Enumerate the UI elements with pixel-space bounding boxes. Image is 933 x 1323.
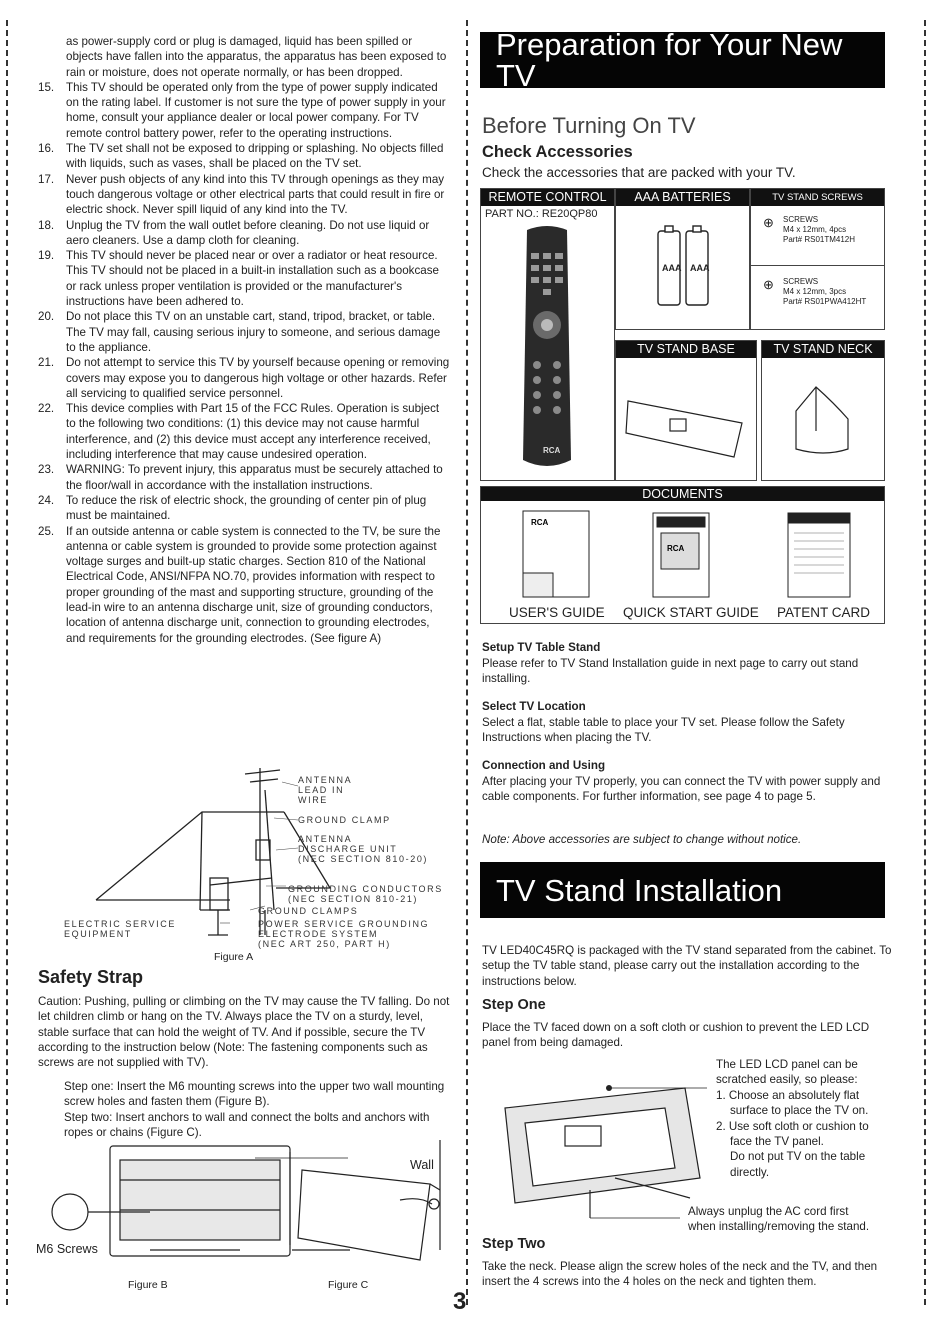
screw-icon: ⊕ [763, 215, 774, 230]
figure-a-label-antenna: ANTENNA LEAD IN WIRE [298, 775, 353, 806]
battery-label-2: AAA [690, 263, 710, 273]
remote-control-box: REMOTE CONTROL PART NO.: RE20QP80 RCA [480, 188, 615, 481]
screws-group-2: SCREWS M4 x 12mm, 3pcs Part# RS01PWA412HT [783, 277, 867, 306]
quick-start-guide-icon [651, 511, 711, 599]
users-guide-label: USER'S GUIDE [509, 605, 605, 620]
figure-a-label-clamps: GROUND CLAMPS [258, 906, 359, 916]
figure-b-m6-label: M6 Screws [36, 1242, 98, 1256]
setup-stand-text: Please refer to TV Stand Installation guide in next page to carry out stand installing. [482, 657, 859, 686]
stand-installation-text: TV LED40C45RQ is packaged with the TV stand separated from the cabinet. To setup the TV table stand, please carry out the installation according to the instructions below. [482, 944, 892, 988]
list-item: 23. WARNING: To prevent injury, this apparatus must be securely attached to the floor/wall in accordance with the installation instructions. [38, 463, 443, 492]
remote-part-number: PART NO.: RE20QP80 [485, 208, 598, 220]
safety-strap-title: Safety Strap [38, 967, 144, 987]
list-item: 25. If an outside antenna or cable system is connected to the TV, be sure the antenna or cable system is grounded to provide some protection against voltage surges and built-up static charges. Section 810 of the National Electrical Code, ANSI/NFPA NO.70, provides information with respect to proper grounding of the mast and supporting structure, grounding of the lead-in wire to an antenna discharge unit, size of grounding conductors, location of antenna discharge unit, connection to grounding electrodes, and requirements for the grounding electrodes. (See figure A) [38, 524, 441, 645]
users-guide-logo: RCA [531, 518, 549, 527]
screws-group-1: SCREWS M4 x 12mm, 4pcs Part# RS01TM412H [783, 215, 856, 244]
select-location-text: Select a flat, stable table to place your TV set. Please follow the Safety Instructions when placing the TV. [482, 716, 845, 745]
stand-base-box: TV STAND BASE [615, 340, 757, 481]
page-number: 3 [453, 1288, 467, 1315]
figure-a-label-electric: ELECTRIC SERVICE EQUIPMENT [64, 919, 176, 940]
stand-neck-box: TV STAND NECK [761, 340, 885, 481]
check-accessories-text: Check the accessories that are packed with your TV. [482, 165, 796, 180]
batteries-box: AAA BATTERIES AAA AAA [615, 188, 750, 330]
step-one-text: Place the TV faced down on a soft cloth or cushion to prevent the LED LCD panel from being damaged. [482, 1021, 870, 1050]
stand-neck-icon [786, 371, 866, 471]
step-two-heading: Step Two [482, 1236, 546, 1252]
list-item: 19. This TV should never be placed near or over a radiator or heat resource. This TV should not be placed in a built-in installation such as a bookcase or rack unless proper ventilation is provided or the manufacturer's instructions have been adhered to. [38, 249, 439, 309]
safety-instructions-list [38, 34, 450, 646]
patent-card-label: PATENT CARD [777, 605, 871, 620]
accessories-note: Note: Above accessories are subject to change without notice. [482, 833, 802, 846]
figure-a-label-conductors: GROUNDING CONDUCTORS (NEC SECTION 810-21) [288, 884, 443, 905]
check-accessories-heading: Check Accessories [482, 143, 633, 161]
list-item: 15. This TV should be operated only from the type of power supply indicated on the rating label. If customer is not sure the type of power supply in your home, consult your appliance dealer or local power company. For TV remote control battery power, refer to the operating instructions. [38, 80, 446, 140]
remote-control-icon [507, 225, 587, 475]
safety-strap-text: Caution: Pushing, pulling or climbing on the TV may cause the TV falling. Do not let children climb or hang on the TV. Always place the TV on a sturdy, level, stable surface that can hold the weight of TV. And if possible, secure the TV according to the instruction below (Note: The fastening components such as screws are not supplied with TV). [38, 995, 450, 1070]
battery-label-1: AAA [662, 263, 682, 273]
patent-card-icon [786, 511, 852, 599]
list-item: as power-supply cord or plug is damaged, liquid has been spilled or objects have fallen into the apparatus, the apparatus has been exposed to rain or moisture, does not operate normally, or has been dropped. [66, 35, 447, 79]
list-item: 20. Do not place this TV on an unstable cart, stand, tripod, bracket, or table. The TV may fall, causing serious injury to someone, and serious damage to the appliance. [38, 310, 441, 354]
users-guide-icon [521, 509, 591, 599]
quick-start-logo: RCA [667, 544, 685, 553]
safety-strap-step-one: Step one: Insert the M6 mounting screws into the upper two wall mounting screw holes and fasten them (Figure B). [64, 1080, 445, 1109]
tv-face-down-illustration [495, 1068, 710, 1228]
figure-a-caption: Figure A [214, 951, 254, 963]
before-turning-on-heading: Before Turning On TV [482, 113, 696, 138]
figure-b-caption: Figure B [128, 1279, 168, 1291]
screw-icon: ⊕ [763, 277, 774, 292]
panel-care-callout: The LED LCD panel can be scratched easily, so please: 1. Choose an absolutely flat surface to place the TV on. 2. Use soft cloth or cushion to face the TV panel. Do not put TV on the table directly. [716, 1058, 869, 1179]
figure-a-label-power: POWER SERVICE GROUNDING ELECTRODE SYSTEM (NEC ART 250, PART H) [258, 919, 430, 950]
list-item: 22. This device complies with Part 15 of the FCC Rules. Operation is subject to the following two conditions: (1) this device may not cause harmful interference, and (2) this device must accept any interference received, including interference that may cause undesired operation. [38, 402, 440, 462]
center-divider [466, 20, 468, 1305]
setup-stand-heading: Setup TV Table Stand [482, 641, 601, 654]
figure-a-label-discharge: ANTENNA DISCHARGE UNIT (NEC SECTION 810-20) [298, 834, 429, 865]
documents-box: DOCUMENTS RCA RCA USER'S GUIDE QUICK START GUIDE PATENT CARD [480, 486, 885, 624]
figure-a-label-ground-clamp: GROUND CLAMP [298, 815, 391, 825]
stand-installation-banner: TV Stand Installation [480, 862, 885, 918]
step-two-text: Take the neck. Please align the screw holes of the neck and the TV, and then insert the 4 screws into the 4 holes on the neck and tighten them. [482, 1260, 878, 1289]
select-location-heading: Select TV Location [482, 700, 586, 713]
list-item: 18. Unplug the TV from the wall outlet before cleaning. Do not use liquid or aero cleaners. Use a damp cloth for cleaning. [38, 218, 430, 247]
safety-strap-step-two: Step two: Insert anchors to wall and connect the bolts and anchors with ropes or chains (Figure C). [64, 1111, 430, 1140]
list-item: 21. Do not attempt to service this TV by yourself because opening or removing covers may expose you to dangerous high voltage or other hazards. Refer all servicing to qualified service personnel. [38, 356, 450, 400]
preparation-banner: Preparation for Your New TV [480, 32, 885, 88]
quick-start-guide-label: QUICK START GUIDE [623, 605, 759, 620]
step-one-heading: Step One [482, 997, 546, 1013]
stand-screws-box: TV STAND SCREWS ⊕ SCREWS M4 x 12mm, 4pcs Part# RS01TM412H ⊕ SCREWS M4 x 12mm, 3pcs Part# RS01PWA412HT [750, 188, 885, 330]
figure-c-caption: Figure C [328, 1279, 369, 1291]
left-border [6, 20, 8, 1305]
figure-c-wall-label: Wall [410, 1158, 434, 1172]
right-border [924, 20, 926, 1305]
remote-brand-logo: RCA [543, 446, 561, 455]
figure-b-c-drawing [30, 1140, 450, 1290]
list-item: 16. The TV set shall not be exposed to dripping or splashing. No objects filled with liquids, such as vases, shall be placed on the TV set. [38, 142, 444, 171]
connection-heading: Connection and Using [482, 759, 606, 772]
list-item: 17. Never push objects of any kind into this TV through openings as they may touch dangerous voltage or other electrical parts that could result in fire or electric shock. Never spill liquid of any kind into the TV. [38, 172, 445, 217]
unplug-callout: Always unplug the AC cord first when installing/removing the stand. [688, 1205, 870, 1234]
stand-base-icon [622, 371, 752, 471]
connection-text: After placing your TV properly, you can connect the TV with power supply and cable components. For further information, see page 4 to page 5. [482, 775, 881, 804]
list-item: 24. To reduce the risk of electric shock, the grounding of center pin of plug must be maintained. [38, 493, 427, 523]
